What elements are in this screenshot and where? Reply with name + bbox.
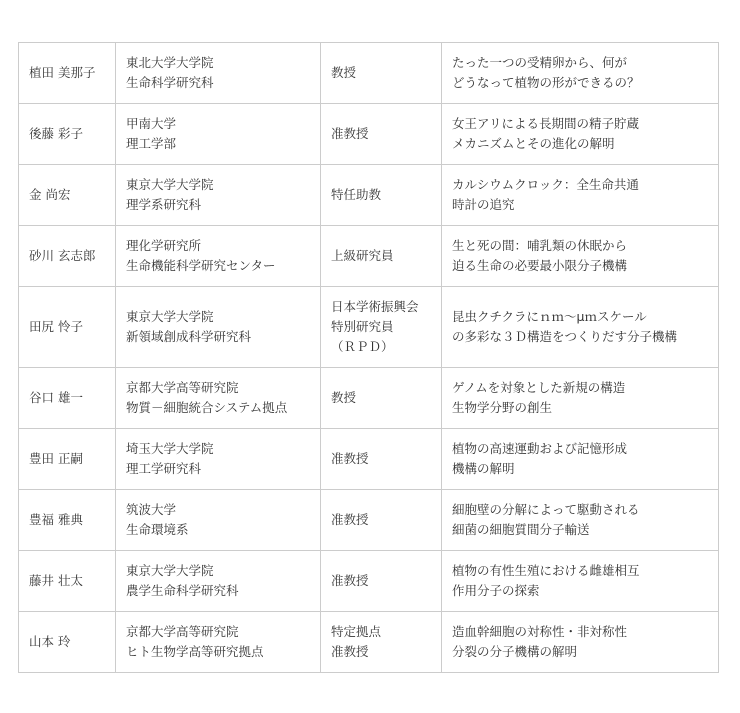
researcher-name-cell-text: 後藤 彩子	[29, 126, 83, 141]
table-row	[19, 429, 719, 490]
affiliation-cell-line: 物質－細胞統合システム拠点	[126, 400, 288, 415]
affiliation-cell	[116, 287, 321, 368]
researcher-table	[18, 42, 719, 673]
research-topic-cell-line: 迫る生命の必要最小限分子機構	[452, 258, 628, 273]
position-cell	[321, 104, 442, 165]
affiliation-cell	[116, 490, 321, 551]
position-cell-line: 特任助教	[331, 187, 382, 202]
research-topic-cell-line: 植物の高速運動および記憶形成	[452, 441, 628, 456]
table-row	[19, 165, 719, 226]
position-cell-line: 准教授	[331, 126, 369, 141]
researcher-name-cell-text: 植田 美那子	[29, 65, 96, 80]
research-topic-cell-line: メカニズムとその進化の解明	[452, 136, 615, 151]
affiliation-cell-line: 東京大学大学院	[126, 177, 214, 192]
affiliation-cell-line: 筑波大学	[126, 502, 177, 517]
position-cell	[321, 226, 442, 287]
position-cell-line: （ＲＰＤ）	[331, 339, 394, 354]
table-row	[19, 551, 719, 612]
researcher-table-body	[19, 43, 719, 673]
research-topic-cell-line: 造血幹細胞の対称性・非対称性	[452, 624, 628, 639]
affiliation-cell-line: 生命環境系	[126, 522, 189, 537]
affiliation-cell-line: 甲南大学	[126, 116, 177, 131]
table-row	[19, 287, 719, 368]
research-topic-cell	[442, 226, 719, 287]
research-topic-cell-line: 機構の解明	[452, 461, 515, 476]
table-row	[19, 368, 719, 429]
research-topic-cell-line: 作用分子の探索	[452, 583, 540, 598]
research-topic-cell	[442, 490, 719, 551]
position-cell-line: 准教授	[331, 644, 369, 659]
affiliation-cell-line: 農学生命科学研究科	[126, 583, 239, 598]
research-topic-cell-line: ゲノムを対象とした新規の構造	[452, 380, 626, 395]
affiliation-cell	[116, 368, 321, 429]
research-topic-cell-line: 生物学分野の創生	[452, 400, 553, 415]
research-topic-cell	[442, 429, 719, 490]
research-topic-cell-line: 細菌の細胞質間分子輸送	[452, 522, 590, 537]
affiliation-cell-line: 埼玉大学大学院	[126, 441, 214, 456]
position-cell-line: 日本学術振興会	[331, 299, 419, 314]
research-topic-cell	[442, 104, 719, 165]
affiliation-cell	[116, 226, 321, 287]
affiliation-cell-line: 生命科学研究科	[126, 75, 214, 90]
affiliation-cell	[116, 429, 321, 490]
affiliation-cell-line: 理工学研究科	[126, 461, 202, 476]
research-topic-cell	[442, 551, 719, 612]
table-row	[19, 490, 719, 551]
research-topic-cell-line: カルシウムクロック：全生命共通	[452, 177, 639, 192]
researcher-name-cell-text: 豊福 雅典	[29, 512, 83, 527]
position-cell	[321, 612, 442, 673]
table-row	[19, 43, 719, 104]
researcher-name-cell	[19, 612, 116, 673]
research-topic-cell-line: 女王アリによる長期間の精子貯蔵	[452, 116, 640, 131]
research-topic-cell	[442, 612, 719, 673]
position-cell-line: 教授	[331, 390, 357, 405]
researcher-name-cell-text: 山本 玲	[29, 634, 71, 649]
position-cell	[321, 429, 442, 490]
researcher-name-cell	[19, 368, 116, 429]
researcher-name-cell-text: 金 尚宏	[29, 187, 71, 202]
researcher-name-cell	[19, 226, 116, 287]
researcher-name-cell	[19, 551, 116, 612]
affiliation-cell-line: 理学系研究科	[126, 197, 202, 212]
researcher-name-cell	[19, 287, 116, 368]
research-topic-cell-line: 分裂の分子機構の解明	[452, 644, 578, 659]
affiliation-cell-line: 生命機能科学研究センター	[126, 258, 276, 273]
position-cell-line: 准教授	[331, 573, 369, 588]
research-topic-cell-line: たった一つの受精卵から、何が	[452, 55, 628, 70]
affiliation-cell-line: 東京大学大学院	[126, 309, 214, 324]
position-cell	[321, 43, 442, 104]
research-topic-cell-line: どうなって植物の形ができるの？	[452, 75, 640, 90]
affiliation-cell-line: 東北大学大学院	[126, 55, 214, 70]
table-row	[19, 104, 719, 165]
affiliation-cell-line: 理工学部	[126, 136, 177, 151]
position-cell-line: 教授	[331, 65, 357, 80]
affiliation-cell-line: 東京大学大学院	[126, 563, 214, 578]
affiliation-cell-line: 京都大学高等研究院	[126, 624, 239, 639]
researcher-name-cell-text: 豊田 正嗣	[29, 451, 83, 466]
research-topic-cell	[442, 165, 719, 226]
researcher-name-cell-text: 藤井 壮太	[29, 573, 83, 588]
table-row	[19, 226, 719, 287]
affiliation-cell-line: 新領域創成科学研究科	[126, 329, 252, 344]
affiliation-cell	[116, 612, 321, 673]
position-cell-line: 准教授	[331, 451, 369, 466]
research-topic-cell-line: 時計の追究	[452, 197, 515, 212]
researcher-name-cell	[19, 43, 116, 104]
research-topic-cell	[442, 43, 719, 104]
affiliation-cell-line: 理化学研究所	[126, 238, 202, 253]
researcher-name-cell-text: 谷口 雄一	[29, 390, 83, 405]
position-cell	[321, 490, 442, 551]
researcher-name-cell	[19, 429, 116, 490]
position-cell-line: 特定拠点	[331, 624, 382, 639]
research-topic-cell-line: 植物の有性生殖における雌雄相互	[452, 563, 640, 578]
affiliation-cell	[116, 104, 321, 165]
research-topic-cell	[442, 368, 719, 429]
researcher-name-cell	[19, 490, 116, 551]
affiliation-cell	[116, 165, 321, 226]
table-row	[19, 612, 719, 673]
position-cell-line: 特別研究員	[331, 319, 394, 334]
position-cell	[321, 368, 442, 429]
research-topic-cell	[442, 287, 719, 368]
research-topic-cell-line: 生と死の間：哺乳類の休眠から	[452, 238, 628, 253]
research-topic-cell-line: の多彩な３Ｄ構造をつくりだす分子機構	[452, 329, 678, 344]
researcher-name-cell	[19, 104, 116, 165]
research-topic-cell-line: 昆虫クチクラにｎｍ〜μｍスケール	[452, 309, 647, 324]
affiliation-cell-line: ヒト生物学高等研究拠点	[126, 644, 264, 659]
affiliation-cell	[116, 551, 321, 612]
affiliation-cell-line: 京都大学高等研究院	[126, 380, 239, 395]
researcher-name-cell-text: 田尻 怜子	[29, 319, 83, 334]
research-topic-cell-line: 細胞壁の分解によって駆動される	[452, 502, 640, 517]
researcher-name-cell-text: 砂川 玄志郎	[29, 248, 96, 263]
position-cell	[321, 287, 442, 368]
position-cell-line: 上級研究員	[331, 248, 394, 263]
position-cell-line: 准教授	[331, 512, 369, 527]
researcher-name-cell	[19, 165, 116, 226]
affiliation-cell	[116, 43, 321, 104]
position-cell	[321, 551, 442, 612]
position-cell	[321, 165, 442, 226]
